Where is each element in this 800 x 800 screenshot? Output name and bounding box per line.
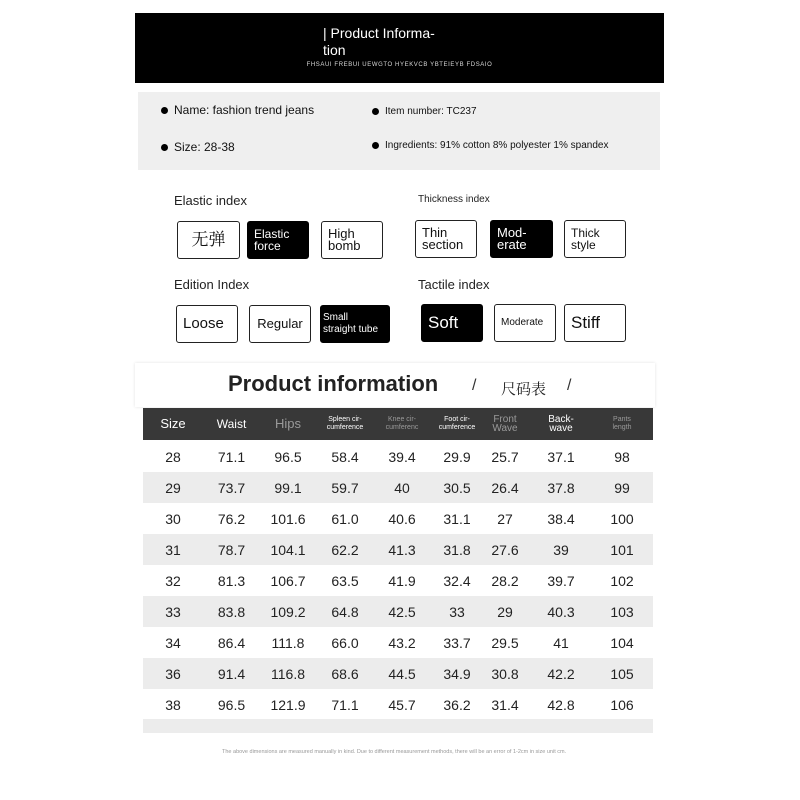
table-cell: 37.1	[547, 448, 575, 465]
table-cell: 42.2	[547, 665, 575, 682]
table-cell: 31.4	[491, 696, 519, 713]
table-row	[143, 472, 653, 503]
table-cell: 101.6	[270, 510, 306, 527]
col-knee: Knee cir- cumferenc	[385, 416, 419, 431]
table-cell: 38	[165, 696, 181, 713]
table-cell: 38.4	[547, 510, 575, 527]
info-ingredients	[372, 140, 608, 151]
info-item-number-text: Item number: TC237	[385, 106, 477, 117]
info-item-number	[372, 106, 477, 117]
thickness-option-moderate: Mod- erate	[490, 220, 553, 258]
table-cell: 27	[497, 510, 513, 527]
table-cell: 103	[610, 603, 634, 620]
table-cell: 41.3	[388, 541, 416, 558]
table-cell: 66.0	[331, 634, 359, 651]
edition-option-regular: Regular	[249, 305, 311, 343]
table-cell: 102	[610, 572, 634, 589]
table-cell: 78.7	[217, 541, 246, 558]
table-cell: 96.5	[217, 696, 246, 713]
col-front-wave: Front Wave	[492, 414, 518, 434]
table-cell: 28	[165, 448, 181, 465]
table-cell: 99.1	[274, 479, 302, 496]
table-cell: 39.4	[388, 448, 416, 465]
table-cell: 68.6	[331, 665, 359, 682]
table-cell: 61.0	[331, 510, 359, 527]
col-hips: Hips	[274, 416, 301, 431]
tactile-option-moderate: Moderate	[494, 304, 556, 342]
table-cell: 25.7	[491, 448, 519, 465]
elastic-option-elastic-force: Elastic force	[247, 221, 309, 259]
table-cell: 30.8	[491, 665, 519, 682]
table-cell: 30.5	[443, 479, 471, 496]
size-chart-title-cn: 尺码表	[501, 381, 547, 398]
table-cell: 40	[394, 479, 410, 496]
thickness-option-thin: Thin section	[415, 220, 477, 258]
table-cell: 27.6	[491, 541, 519, 558]
table-row	[143, 565, 653, 596]
table-cell: 58.4	[331, 448, 359, 465]
measurement-note: The above dimensions are measured manually in kind. Due to different measurement methods, there will be an error of 1-2cm in size unit cm.	[222, 749, 567, 755]
table-cell: 31.8	[443, 541, 471, 558]
bullet-icon	[372, 142, 379, 149]
table-cell: 104.1	[270, 541, 306, 558]
table-row	[143, 503, 653, 534]
table-cell: 76.2	[217, 510, 246, 527]
table-cell: 86.4	[217, 634, 246, 651]
table-cell: 29	[165, 479, 181, 496]
table-cell: 96.5	[274, 448, 302, 465]
table-cell: 116.8	[271, 665, 305, 682]
table-cell: 71.1	[217, 448, 246, 465]
table-cell: 40.6	[388, 510, 416, 527]
table-cell: 33	[165, 603, 181, 620]
table-cell: 42.8	[547, 696, 575, 713]
table-cell: 64.8	[331, 603, 359, 620]
col-back-wave: Back- wave	[548, 414, 574, 434]
table-cell: 98	[614, 448, 630, 465]
header-title: | Product Informa- tion	[323, 25, 435, 58]
col-pants-length: Pants length	[612, 416, 632, 431]
table-cell: 40.3	[547, 603, 575, 620]
info-name	[161, 103, 314, 117]
table-cell: 29.5	[491, 634, 519, 651]
table-cell: 33.7	[443, 634, 471, 651]
col-size: Size	[160, 416, 186, 431]
table-cell: 31	[165, 541, 181, 558]
table-cell: 62.2	[331, 541, 359, 558]
size-chart-header	[135, 363, 655, 407]
size-table-header	[143, 408, 653, 440]
table-cell: 83.8	[217, 603, 246, 620]
table-cell: 31.1	[443, 510, 471, 527]
table-cell: 105	[610, 665, 634, 682]
table-cell: 121.9	[270, 696, 306, 713]
edition-option-small-straight-tube: Small straight tube	[320, 305, 390, 343]
table-row	[143, 627, 653, 658]
table-cell: 106.7	[270, 572, 306, 589]
table-row	[143, 658, 653, 689]
tactile-option-stiff: Stiff	[564, 304, 626, 342]
table-cell: 100	[610, 510, 634, 527]
col-waist: Waist	[216, 417, 247, 431]
table-row	[143, 441, 653, 472]
table-cell: 29.9	[443, 448, 471, 465]
bullet-icon	[161, 144, 168, 151]
table-cell: 91.4	[217, 665, 246, 682]
table-cell: 28.2	[491, 572, 519, 589]
table-cell: 45.7	[388, 696, 416, 713]
header-banner	[135, 13, 664, 83]
tactile-option-soft: Soft	[421, 304, 483, 342]
table-footer-band	[143, 719, 653, 733]
elastic-index-label: Elastic index	[174, 193, 247, 208]
table-cell: 36	[165, 665, 181, 682]
table-row	[143, 596, 653, 627]
bullet-icon	[372, 108, 379, 115]
table-cell: 101	[610, 541, 634, 558]
table-cell: 43.2	[388, 634, 416, 651]
table-cell: 39.7	[547, 572, 575, 589]
table-cell: 81.3	[217, 572, 246, 589]
table-cell: 34.9	[443, 665, 471, 682]
table-cell: 39	[553, 541, 569, 558]
elastic-option-none: 无弹	[177, 221, 240, 259]
bullet-icon	[161, 107, 168, 114]
table-cell: 106	[610, 696, 634, 713]
info-name-text: Name: fashion trend jeans	[174, 103, 315, 117]
tactile-index-label: Tactile index	[418, 277, 490, 292]
table-cell: 63.5	[331, 572, 359, 589]
edition-index-label: Edition Index	[174, 277, 250, 292]
info-size	[161, 140, 235, 154]
table-cell: 32.4	[443, 572, 471, 589]
header-subtitle: FHSAUI FREBUI UEWGTO HYEKVCB YBTEIEYB FDSAIO	[306, 62, 493, 68]
table-cell: 104	[610, 634, 634, 651]
elastic-option-high-bomb: High bomb	[321, 221, 383, 259]
title-separator: /	[472, 377, 477, 394]
table-cell: 34	[165, 634, 181, 651]
col-spleen: Spleen cir- cumference	[326, 416, 364, 431]
table-cell: 59.7	[331, 479, 359, 496]
edition-option-loose: Loose	[176, 305, 238, 343]
table-cell: 41	[553, 634, 569, 651]
info-ingredients-text: Ingredients: 91% cotton 8% polyester 1% spandex	[385, 140, 609, 151]
size-chart-title: Product information	[228, 371, 439, 396]
col-foot: Foot cir- cumference	[438, 416, 476, 431]
table-cell: 29	[497, 603, 513, 620]
table-cell: 109.2	[270, 603, 306, 620]
table-cell: 99	[614, 479, 630, 496]
table-cell: 26.4	[491, 479, 519, 496]
title-separator: /	[567, 377, 572, 394]
table-cell: 42.5	[388, 603, 416, 620]
table-cell: 30	[165, 510, 181, 527]
table-cell: 41.9	[388, 572, 416, 589]
thickness-index-label: Thickness index	[418, 194, 490, 205]
table-cell: 73.7	[217, 479, 246, 496]
info-size-text: Size: 28-38	[174, 140, 235, 154]
table-cell: 37.8	[547, 479, 575, 496]
table-cell: 32	[165, 572, 181, 589]
thickness-option-thick: Thick style	[564, 220, 626, 258]
table-cell: 44.5	[388, 665, 416, 682]
table-cell: 36.2	[443, 696, 471, 713]
table-row	[143, 689, 653, 720]
table-row	[143, 534, 653, 565]
product-info-panel	[138, 92, 660, 170]
table-cell: 33	[449, 603, 465, 620]
table-cell: 111.8	[271, 634, 305, 651]
table-cell: 71.1	[331, 696, 359, 713]
